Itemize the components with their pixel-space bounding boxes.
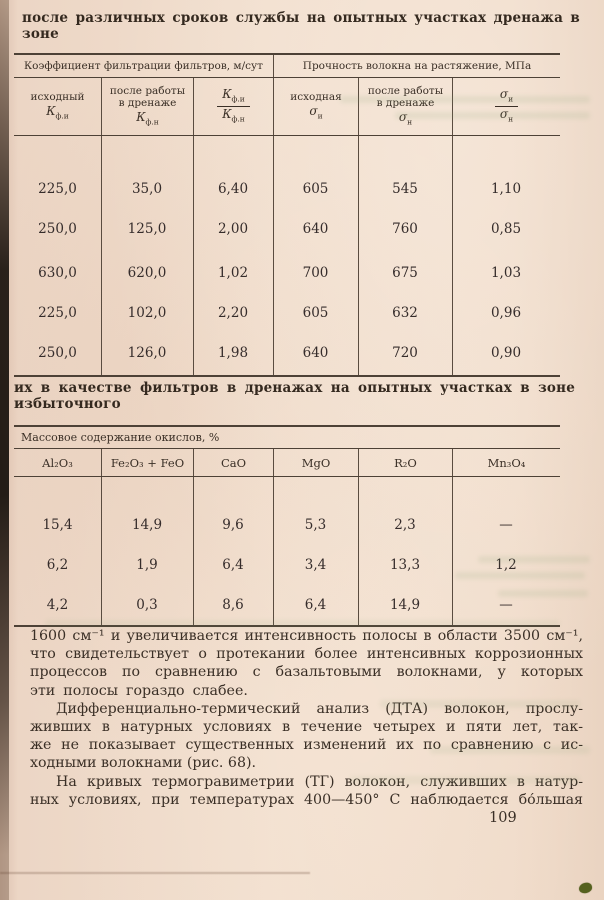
table1-cell: 545 [392, 181, 418, 197]
table2-caption: Массовое содержание окислов, % [21, 431, 220, 444]
table2-cell: 2,3 [394, 517, 416, 533]
table1-cell: 225,0 [38, 305, 77, 321]
table1-cell: 605 [302, 305, 329, 321]
body-text-line: Дифференциально-термический анализ (ДТА) волокон, прослу- [56, 700, 583, 717]
body-text-line: ходными волокнами (рис. 68). [30, 755, 257, 772]
bleed-through-artifact [455, 572, 585, 579]
table2-cell: 15,4 [42, 517, 73, 533]
table1-cell: 630,0 [38, 265, 77, 281]
table2-cell: 9,6 [222, 517, 244, 533]
table2-body [14, 476, 560, 627]
table2-cell: 4,2 [46, 597, 69, 613]
table2-header-row [14, 448, 560, 476]
table2-header-fe2o3-feo: Fe₂O₃ + FeO [101, 449, 193, 476]
table1-cell: 126,0 [127, 345, 167, 361]
table1-cell: 1,98 [217, 345, 249, 361]
table2-cell: 1,9 [136, 557, 158, 573]
table2-cell: 1,2 [495, 557, 517, 573]
table2-header-r2o: R₂O [358, 449, 452, 476]
table1-cell: 6,40 [217, 181, 249, 197]
table1-header-after-drainage-sigma: после работы в дренаже $\sigma_н$ [358, 78, 452, 135]
table2-cell: 3,4 [304, 557, 327, 573]
table1-cell: 0,90 [490, 345, 522, 361]
table2-cell: 14,9 [389, 597, 421, 613]
table2-header-mn3o4: Mn₃O₄ [452, 449, 560, 476]
table1-group-header-row [14, 55, 560, 77]
table2-cell: 5,3 [304, 517, 327, 533]
table1-column-divider [358, 136, 359, 375]
table1-cell: 125,0 [127, 221, 167, 237]
table1-cell: 0,96 [490, 305, 522, 321]
body-text-line: 1600 см⁻¹ и увеличивается интенсивность полосы в области 3500 см⁻¹, [30, 628, 583, 644]
table1-cell: 250,0 [38, 345, 77, 361]
table-oxide-content [14, 425, 560, 627]
bleed-through-artifact [395, 112, 590, 119]
bleed-through-artifact [478, 556, 590, 563]
table-row [14, 180, 560, 198]
table1-cell: 2,20 [217, 305, 249, 321]
table1-group-header-filtration: Коэффициент фильтрации фильтров, м/сут [24, 60, 263, 72]
table2-header-cao: CaO [193, 449, 273, 476]
table-row [14, 344, 560, 362]
table1-caption-continuation: после различных сроков службы на опытных участках дренажа в зоне [22, 10, 580, 42]
body-text-line: живших в натурных условиях в течение четырех и пяти лет, так- [30, 718, 583, 735]
table2-header-mgo: MgO [273, 449, 358, 476]
table1-header-sigma-ratio: $\frac{\sigma_и}{\sigma_н}$ [452, 78, 560, 135]
table2-cell: 0,3 [136, 597, 158, 613]
table1-cell: 250,0 [38, 221, 77, 237]
body-text-line: ных условиях, при температурах 400—450° С наблюдается бо́льшая [30, 791, 583, 808]
table1-column-header-row [14, 77, 560, 135]
ink-spot [578, 882, 593, 894]
table-row [14, 264, 560, 282]
body-text-line: На кривых термогравиметрии (ТГ) волокон, служивших в натур- [56, 773, 583, 790]
table2-cell: 14,9 [131, 517, 163, 533]
table2-cell: — [499, 517, 513, 533]
bleed-through-artifact [430, 746, 590, 754]
table1-cell: 225,0 [38, 181, 77, 197]
scan-binding-edge [0, 0, 9, 900]
body-text-line: же не показывает существенных изменений их по сравнению с ис- [30, 737, 583, 754]
bleed-through-artifact [350, 776, 580, 784]
table2-cell: 13,3 [389, 557, 421, 573]
table1-header-initial-sigma: исходная $\sigma_и$ [273, 78, 358, 135]
table-row [14, 220, 560, 238]
body-text-line: процессов по сравнению с базальтовыми волокнами, у которых [30, 664, 583, 681]
bleed-through-artifact [380, 700, 580, 708]
table1-column-divider [452, 136, 453, 375]
table2-caption-continuation: их в качестве фильтров в дренажах на опытных участках в зоне избыточного [14, 380, 575, 412]
table1-column-divider [101, 136, 102, 375]
table1-group-header-strength: Прочность волокна на растяжение, МПа [273, 55, 560, 77]
table1-cell: 1,02 [217, 265, 249, 281]
table2-cell: 6,2 [46, 557, 69, 573]
table-row [14, 596, 560, 614]
table1-cell: 1,10 [490, 181, 522, 197]
table1-cell: 1,03 [490, 265, 522, 281]
page-crease [0, 872, 310, 874]
table1-cell: 35,0 [131, 181, 163, 197]
table1-cell: 760 [392, 221, 418, 237]
bleed-through-artifact [340, 96, 590, 103]
table2-cell: 6,4 [304, 597, 327, 613]
table2-cell: 8,6 [222, 597, 244, 613]
table-row [14, 304, 560, 322]
table1-header-kf-ratio: $\frac{К_{ф.и}}{К_{ф.н}}$ [193, 78, 273, 135]
table1-cell: 632 [392, 305, 418, 321]
table-row [14, 516, 560, 534]
table1-cell: 640 [302, 345, 329, 361]
bleed-through-artifact [498, 590, 588, 597]
table1-header-initial-kf: исходный $К_{ф.и}$ [30, 90, 85, 121]
table1-header-after-drainage-kf: после работы в дренаже $К_{ф.н}$ [101, 78, 193, 135]
table1-cell: 640 [302, 221, 329, 237]
table2-cell: 6,4 [222, 557, 244, 573]
table1-cell: 700 [302, 265, 329, 281]
table2-cell: — [499, 597, 513, 613]
body-text-line: эти полосы гораздо слабее. [30, 682, 248, 699]
table1-column-divider [193, 136, 194, 375]
table1-cell: 675 [392, 265, 418, 281]
table1-cell: 0,85 [490, 221, 522, 237]
table2-header-al2o3: Al₂O₃ [42, 455, 73, 470]
table1-cell: 720 [392, 345, 418, 361]
bleed-through-artifact [45, 620, 560, 627]
table1-cell: 102,0 [127, 305, 167, 321]
table1-cell: 620,0 [127, 265, 167, 281]
table1-cell: 605 [302, 181, 329, 197]
page-number: 109 [489, 810, 517, 826]
table1-column-divider [273, 136, 274, 375]
table1-body [14, 135, 560, 377]
body-text-line: что свидетельствует о протекании более интенсивных коррозионных [30, 646, 583, 663]
table1-cell: 2,00 [217, 221, 249, 237]
